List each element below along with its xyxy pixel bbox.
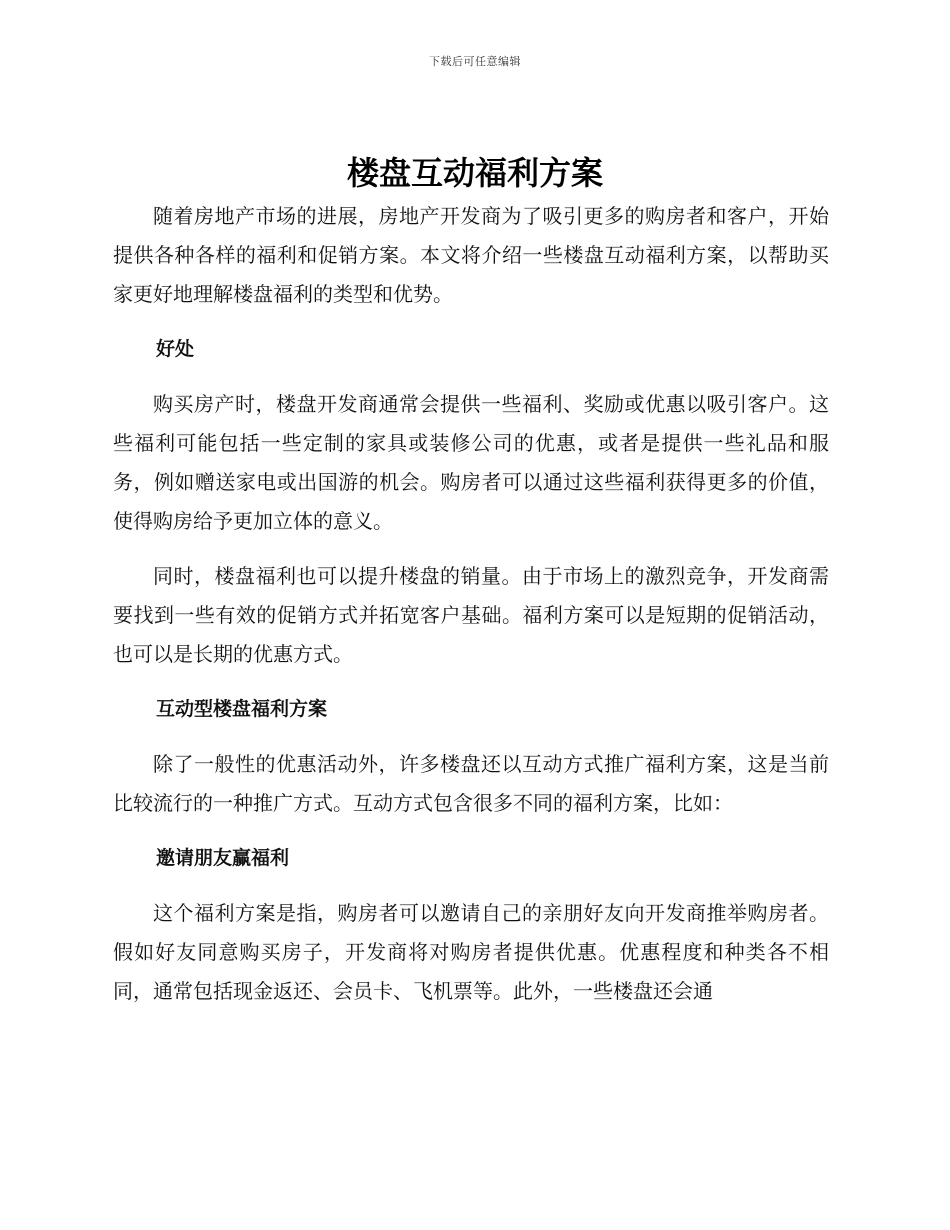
paragraph-interactive: 除了一般性的优惠活动外，许多楼盘还以互动方式推广福利方案，这是当前比较流行的一种推广方式。互动方式包含很多不同的福利方案，比如： [113,752,829,815]
paragraph-invite-friends: 这个福利方案是指，购房者可以邀请自己的亲朋好友向开发商推举购房者。假如好友同意购买房子，开发商将对购房者提供优惠。优惠程度和种类各不相同，通常包括现金返还、会员卡、飞机票等。此外，一些楼盘还会通 [113,901,829,1003]
page-header-note: 下载后可任意编辑 [429,55,521,68]
paragraph-intro: 随着房地产市场的进展，房地产开发商为了吸引更多的购房者和客户，开始提供各种各样的福利和促销方案。本文将介绍一些楼盘互动福利方案，以帮助买家更好地理解楼盘福利的类型和优势。 [113,204,829,306]
paragraph-benefits-1: 购买房产时，楼盘开发商通常会提供一些福利、奖励或优惠以吸引客户。这些福利可能包括一些定制的家具或装修公司的优惠，或者是提供一些礼品和服务，例如赠送家电或出国游的机会。购房者可以通过这些福利获得更多的价值，使得购房给予更加立体的意义。 [113,392,829,533]
document-title: 楼盘互动福利方案 [346,154,603,192]
section-heading-interactive: 互动型楼盘福利方案 [156,698,328,720]
document-body [113,197,829,1027]
section-heading-invite-friends: 邀请朋友赢福利 [156,847,290,869]
section-heading-benefits: 好处 [156,338,195,360]
paragraph-benefits-2: 同时，楼盘福利也可以提升楼盘的销量。由于市场上的激烈竞争，开发商需要找到一些有效的促销方式并拓宽客户基础。福利方案可以是短期的促销活动，也可以是长期的优惠方式。 [113,564,829,666]
